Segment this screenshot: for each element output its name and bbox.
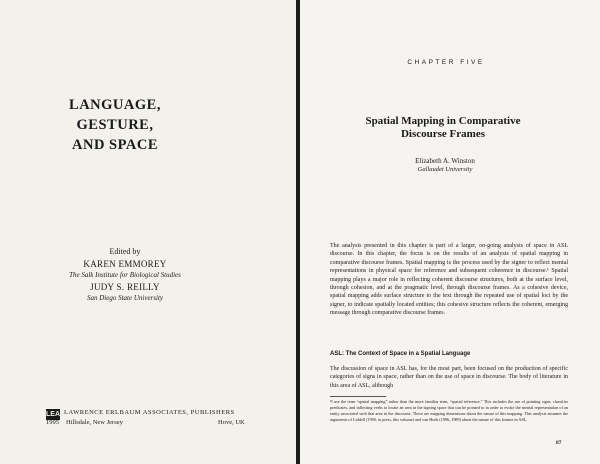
left-page — [0, 0, 296, 464]
author-affiliation: Gallaudet University — [417, 166, 473, 173]
publication-year: 1995 — [46, 419, 59, 426]
editor-affiliation: The Salk Institute for Biological Studies — [69, 271, 181, 279]
footnote-divider — [330, 396, 386, 397]
chapter-title-line: Discourse Frames — [400, 128, 485, 140]
publisher-city: Hove, UK — [218, 419, 245, 426]
chapter-author: Elizabeth A. Winston — [415, 157, 475, 165]
footnote: ¹I use the term “spatial mapping” rather than the more familiar term, “spatial reference.” This includes the use of pointing signs, classifier predicates, and inflecting verbs to locate an area in the signing space that can be pointed to in order to evoke the mental representation of an entity associated with that area in the discourse. These are mapping dimensions about the nature of this mapping. This analysis assumes the arguments of Liddell (1990, in press, this volume) and van Hoek (1996, 1989) about the nature of this feature in ASL. — [330, 399, 568, 422]
book-title-line: GESTURE, — [76, 117, 154, 133]
editor-affiliation: San Diego State University — [86, 294, 163, 302]
book-title-line: AND SPACE — [72, 137, 158, 153]
page-number: 87 — [556, 440, 562, 446]
body-paragraph: The discussion of space in ASL has, for the most part, been focused on the production of specific categories of signs in space, rather than on the use of space in discourse. The body of literature in this area of ASL, although — [330, 366, 568, 389]
body-paragraph: The analysis presented in this chapter is part of a larger, on-going analysis of space in ASL discourse. In this chapter, the focus is on the results of an analysis of spatial mapping in comparative discourse frames. Spatial mapping is the process used by the signer to reflect mental representations in physical space for reference and subsequent coherence in discourse.¹ Spatial mapping plays a major role in reflecting coherent discourse structures, both at the surface level, through cohesion, and at the pragmatic level, through discourse frames. As a cohesive device, spatial mapping adds surface structure to the text through the repeated use of spatial loci by the signer, to indicate spatially located entities; this cohesive structure reflects the coherent, emerging message through comparative discourse frames. — [330, 243, 568, 317]
edited-by-label: Edited by — [109, 247, 141, 256]
right-page — [300, 0, 600, 464]
chapter-title — [340, 115, 546, 141]
chapter-label: CHAPTER FIVE — [407, 59, 485, 66]
chapter-title-line: Spatial Mapping in Comparative — [365, 115, 521, 127]
publisher-name: LAWRENCE ERLBAUM ASSOCIATES, PUBLISHERS — [64, 409, 235, 416]
book-title-line: LANGUAGE, — [69, 97, 161, 113]
section-heading: ASL: The Context of Space in a Spatial Language — [330, 351, 471, 357]
book-title — [40, 95, 190, 155]
editor-name: JUDY S. REILLY — [90, 282, 160, 292]
editor-name: KAREN EMMOREY — [83, 259, 167, 269]
publisher-city: Hillsdale, New Jersey — [66, 419, 123, 426]
publisher-logo: LEA — [46, 411, 60, 418]
